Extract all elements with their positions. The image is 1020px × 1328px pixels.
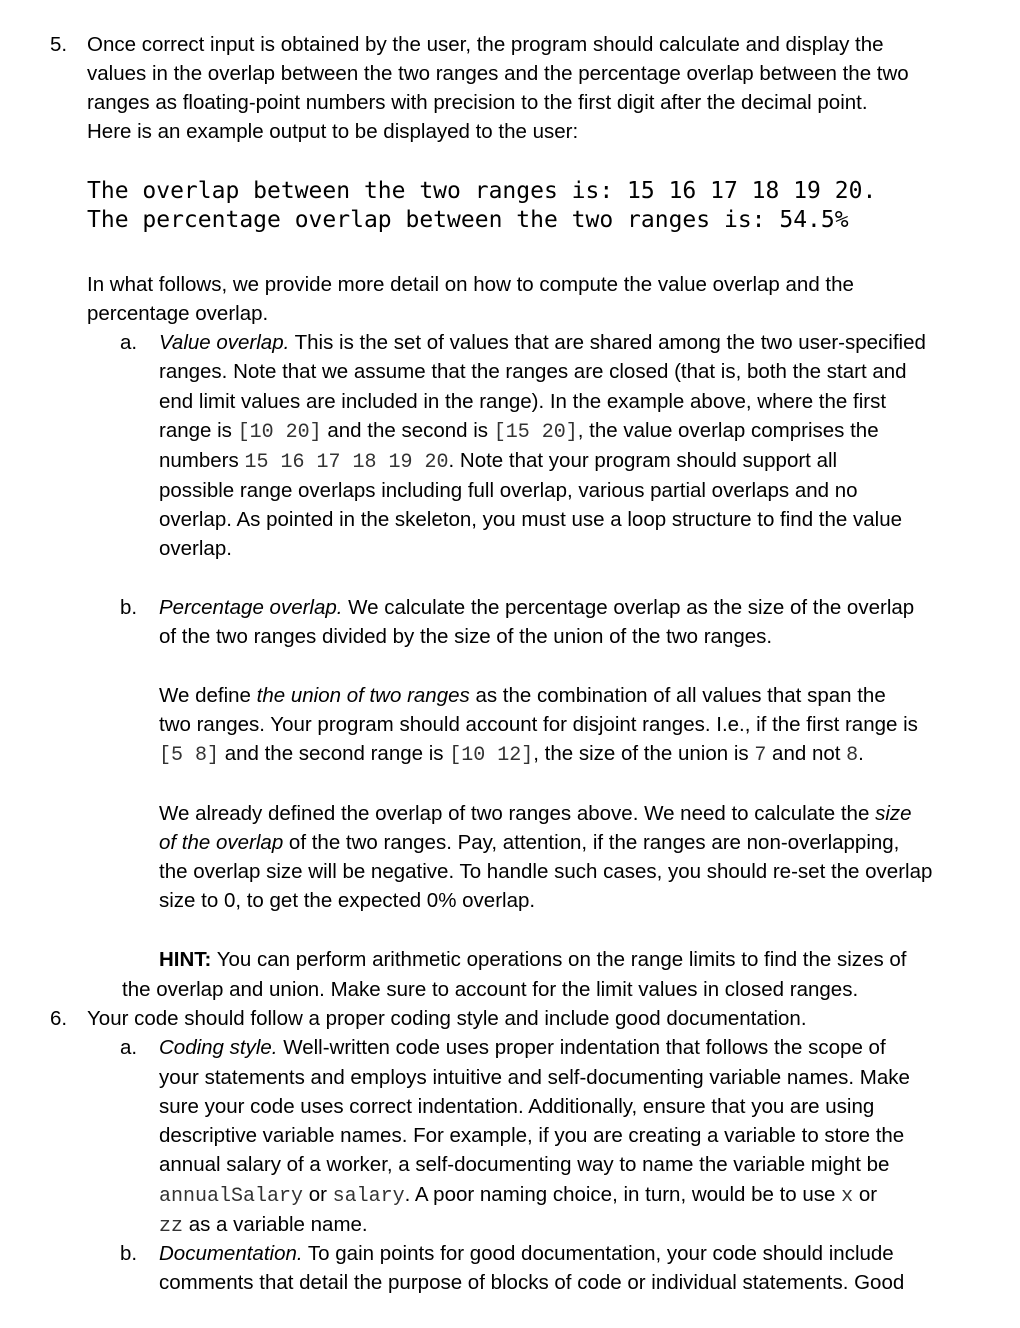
item-5-intro-line: ranges as floating-point numbers with precision to the first digit after the decimal point.	[87, 91, 868, 114]
follow-text-line: In what follows, we provide more detail on how to compute the value overlap and the	[87, 273, 854, 296]
example-output-line: The overlap between the two ranges is: 15 16 17 18 19 20.	[87, 178, 877, 204]
overlap-size-paragraph-line: We already defined the overlap of two ranges above. We need to calculate the size	[159, 802, 912, 825]
item-5b-line: Percentage overlap. We calculate the percentage overlap as the size of the overlap	[159, 596, 915, 619]
overlap-size-paragraph-line: of the overlap of the two ranges. Pay, attention, if the ranges are non-overlapping,	[159, 831, 900, 854]
follow-text-line: percentage overlap.	[87, 302, 269, 325]
range-example: [15 20]	[493, 421, 578, 444]
item-6a-line: annualSalary or salary. A poor naming choice, in turn, would be to use x or	[159, 1183, 878, 1208]
union-paragraph-line: [5 8] and the second range is [10 12], the size of the union is 7 and not 8.	[159, 742, 864, 767]
item-5b-line: of the two ranges divided by the size of the union of the two ranges.	[159, 625, 773, 648]
item-5a-title: Value overlap.	[159, 331, 290, 354]
item-5b-title: Percentage overlap.	[159, 596, 343, 619]
item-6a-line: Coding style. Well-written code uses proper indentation that follows the scope of	[159, 1036, 886, 1059]
item-6b-letter: b.	[120, 1242, 138, 1265]
hint-label: HINT:	[159, 948, 212, 971]
item-6a-line: annual salary of a worker, a self-documenting way to name the variable might be	[159, 1153, 890, 1176]
item-5a-line: Value overlap. This is the set of values that are shared among the two user-specified	[159, 331, 926, 354]
item-5-intro-line: Here is an example output to be displayed to the user:	[87, 120, 579, 143]
item-6-intro: Your code should follow a proper coding style and include good documentation.	[87, 1007, 807, 1030]
union-paragraph-line: We define the union of two ranges as the combination of all values that span the	[159, 684, 886, 707]
range-example: [10 20]	[237, 421, 322, 444]
union-paragraph-line: two ranges. Your program should account for disjoint ranges. I.e., if the first range is	[159, 713, 918, 736]
item-5-number: 5.	[50, 33, 68, 56]
overlap-values: 15 16 17 18 19 20	[244, 451, 449, 474]
example-output-line: The percentage overlap between the two ranges is: 54.5%	[87, 207, 849, 233]
item-5a-line: numbers 15 16 17 18 19 20. Note that your program should support all	[159, 449, 838, 474]
variable-name-example: salary	[332, 1185, 405, 1208]
item-5a-line: possible range overlaps including full overlap, various partial overlaps and no	[159, 479, 858, 502]
hint-line: the overlap and union. Make sure to account for the limit values in closed ranges.	[122, 978, 859, 1001]
item-5-intro-line: values in the overlap between the two ranges and the percentage overlap between the two	[87, 62, 909, 85]
item-6-number: 6.	[50, 1007, 68, 1030]
item-6b-line: comments that detail the purpose of blocks of code or individual statements. Good	[159, 1271, 905, 1294]
overlap-size-paragraph-line: the overlap size will be negative. To handle such cases, you should re-set the overlap	[159, 860, 933, 883]
item-5a-line: overlap. As pointed in the skeleton, you must use a loop structure to find the value	[159, 508, 903, 531]
item-5a-line: range is [10 20] and the second is [15 20], the value overlap comprises the	[159, 419, 879, 444]
item-6b-title: Documentation.	[159, 1242, 303, 1265]
overlap-size-paragraph-line: size to 0, to get the expected 0% overlap.	[159, 889, 536, 912]
item-6a-title: Coding style.	[159, 1036, 278, 1059]
item-5a-line: overlap.	[159, 537, 232, 560]
item-6a-line: your statements and employs intuitive and self-documenting variable names. Make	[159, 1066, 910, 1089]
item-5-intro-line: Once correct input is obtained by the user, the program should calculate and display the	[87, 33, 884, 56]
item-5a-line: end limit values are included in the range). In the example above, where the first	[159, 390, 887, 413]
item-6b-line: Documentation. To gain points for good documentation, your code should include	[159, 1242, 894, 1265]
item-6a-line: zz as a variable name.	[159, 1213, 368, 1238]
variable-name-example: annualSalary	[159, 1185, 304, 1208]
item-6a-letter: a.	[120, 1036, 138, 1059]
hint-line: HINT: You can perform arithmetic operations on the range limits to find the sizes of	[159, 948, 907, 971]
item-5b-letter: b.	[120, 596, 138, 619]
item-6a-line: sure your code uses correct indentation. Additionally, ensure that you are using	[159, 1095, 875, 1118]
item-5a-line: ranges. Note that we assume that the ranges are closed (that is, both the start and	[159, 360, 907, 383]
item-5a-letter: a.	[120, 331, 138, 354]
item-6a-line: descriptive variable names. For example, if you are creating a variable to store the	[159, 1124, 905, 1147]
